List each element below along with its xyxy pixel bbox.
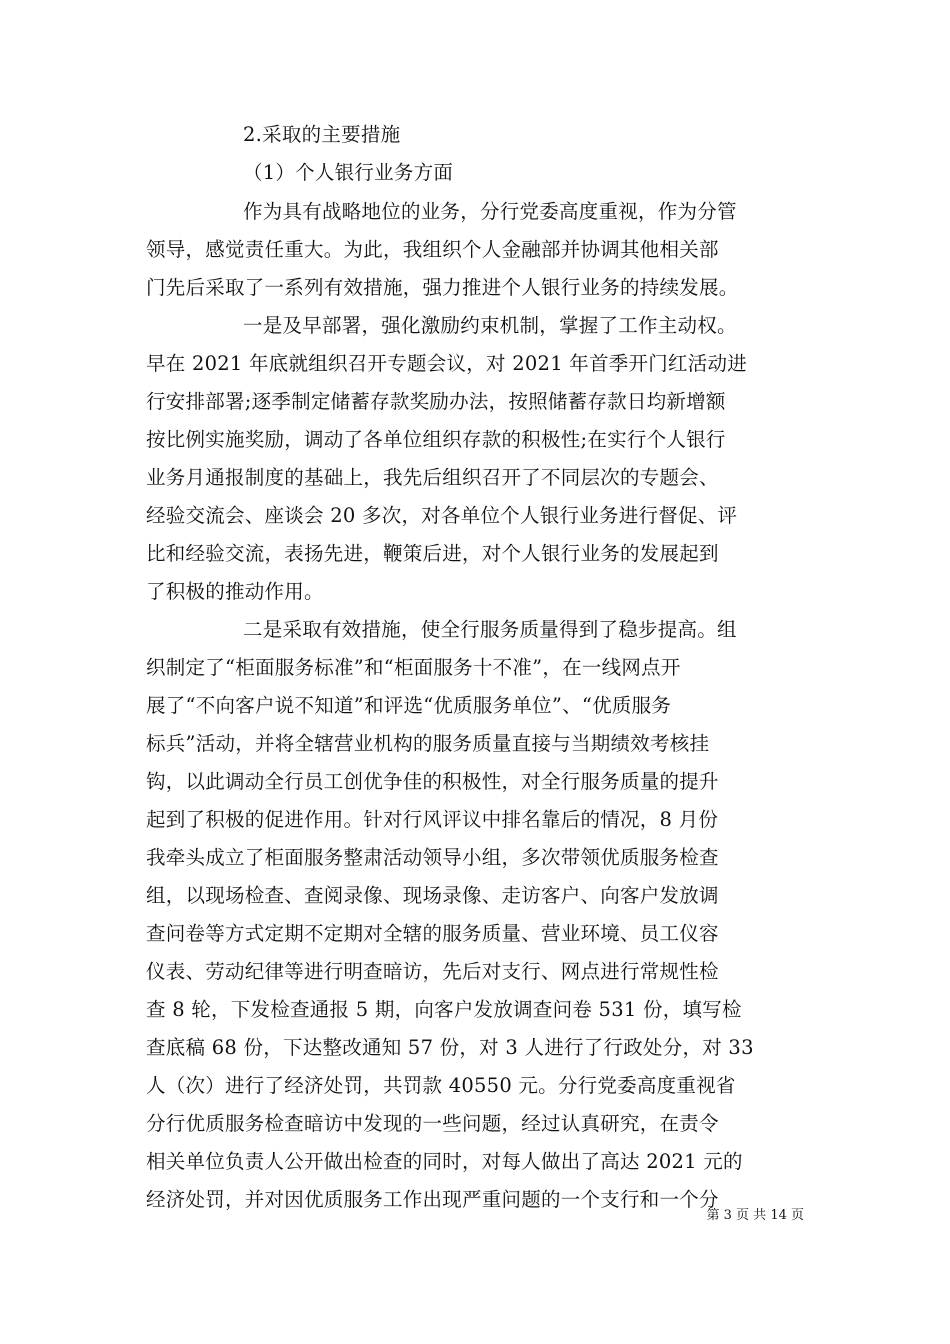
paragraph-line: 作为具有战略地位的业务，分行党委高度重视，作为分管	[243, 200, 737, 223]
paragraph-line: 门先后采取了一系列有效措施，强力推进个人银行业务的持续发展。	[146, 276, 739, 299]
paragraph-line: 按比例实施奖励，调动了各单位组织存款的积极性;在实行个人银行	[146, 428, 726, 451]
paragraph-line: 织制定了“柜面服务标准”和“柜面服务十不准”，在一线网点开	[146, 656, 681, 679]
paragraph-line: 人（次）进行了经济处罚，共罚款 40550 元。分行党委高度重视省	[146, 1074, 736, 1097]
paragraph-line: 相关单位负责人公开做出检查的同时，对每人做出了高达 2021 元的	[146, 1150, 743, 1173]
paragraph-line: 了积极的推动作用。	[146, 580, 324, 603]
paragraph-line: 查问卷等方式定期不定期对全辖的服务质量、营业环境、员工仪容	[146, 922, 719, 945]
paragraph-line: 比和经验交流，表扬先进，鞭策后进，对个人银行业务的发展起到	[146, 542, 719, 565]
paragraph-line: 钩，以此调动全行员工创优争佳的积极性，对全行服务质量的提升	[146, 770, 719, 793]
section-heading: 2.采取的主要措施	[243, 123, 401, 146]
paragraph-line: 起到了积极的促进作用。针对行风评议中排名靠后的情况，8 月份	[146, 808, 719, 831]
paragraph-line: 早在 2021 年底就组织召开专题会议，对 2021 年首季开门红活动进	[146, 352, 748, 375]
paragraph-line: 二是采取有效措施，使全行服务质量得到了稳步提高。组	[243, 618, 737, 641]
paragraph-line: 展了“不向客户说不知道”和评选“优质服务单位”、“优质服务	[146, 694, 672, 717]
paragraph-line: 业务月通报制度的基础上，我先后组织召开了不同层次的专题会、	[146, 466, 719, 489]
paragraph-line: 查底稿 68 份，下达整改通知 57 份，对 3 人进行了行政处分，对 33	[146, 1036, 754, 1059]
paragraph-line: 行安排部署;逐季制定储蓄存款奖励办法，按照储蓄存款日均新增额	[146, 390, 726, 413]
paragraph-line: 标兵”活动，并将全辖营业机构的服务质量直接与当期绩效考核挂	[146, 732, 710, 755]
paragraph-line: 分行优质服务检查暗访中发现的一些问题，经过认真研究，在责令	[146, 1112, 719, 1135]
paragraph-line: 一是及早部署，强化激励约束机制，掌握了工作主动权。	[243, 314, 737, 337]
paragraph-line: 经验交流会、座谈会 20 多次，对各单位个人银行业务进行督促、评	[146, 504, 738, 527]
paragraph-line: 组，以现场检查、查阅录像、现场录像、走访客户、向客户发放调	[146, 884, 719, 907]
paragraph-line: 仪表、劳动纪律等进行明查暗访，先后对支行、网点进行常规性检	[146, 960, 719, 983]
paragraph-line: 查 8 轮，下发检查通报 5 期，向客户发放调查问卷 531 份，填写检	[146, 998, 742, 1021]
paragraph-line: 我牵头成立了柜面服务整肃活动领导小组，多次带领优质服务检查	[146, 846, 719, 869]
paragraph-line: 经济处罚，并对因优质服务工作出现严重问题的一个支行和一个分	[146, 1188, 719, 1211]
paragraph-line: 领导，感觉责任重大。为此，我组织个人金融部并协调其他相关部	[146, 238, 719, 261]
subsection-heading: （1）个人银行业务方面	[243, 161, 454, 184]
page-number-footer: 第 3 页 共 14 页	[706, 1208, 804, 1223]
